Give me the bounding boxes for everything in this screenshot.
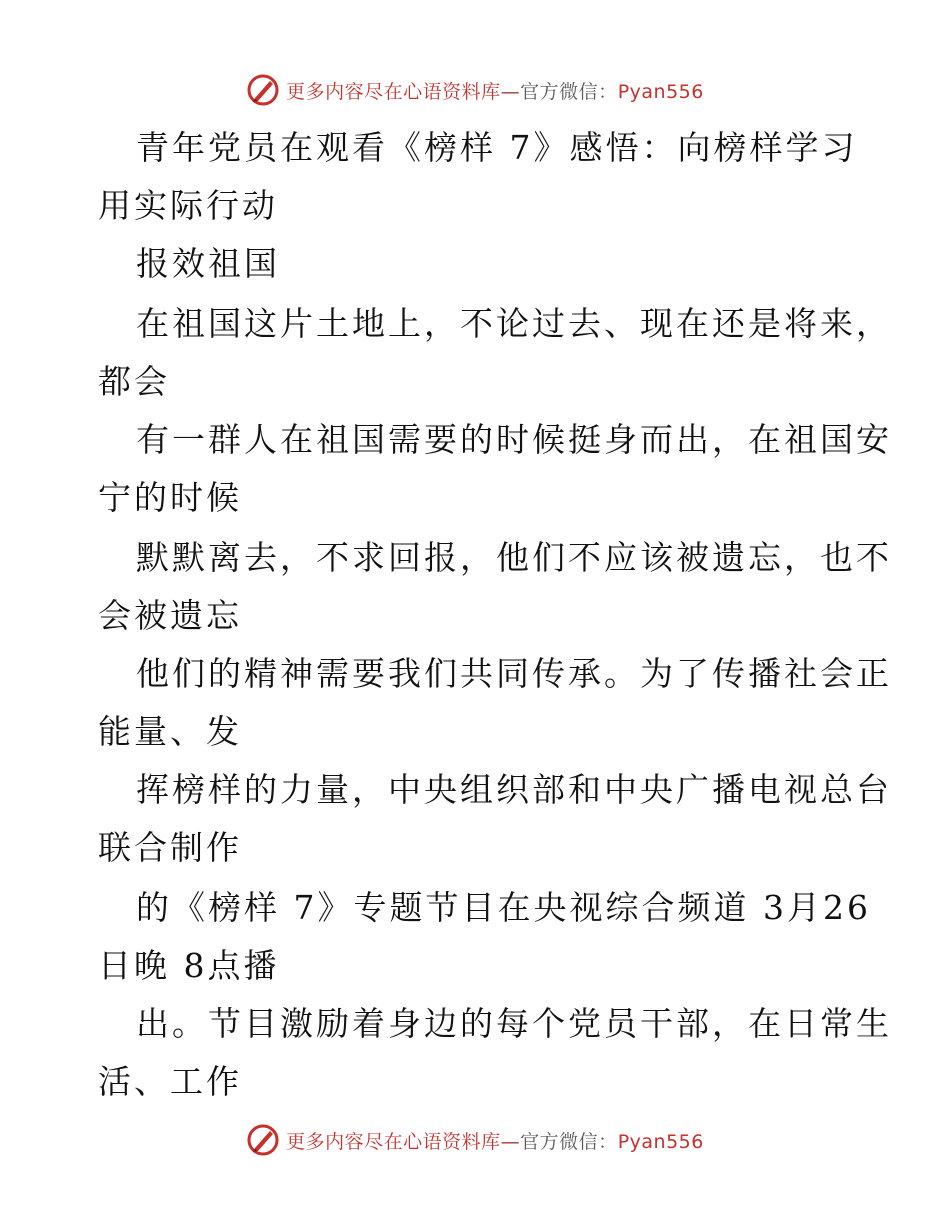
doc-line-15: 日晚 8点播 <box>98 946 280 985</box>
header-banner-text <box>286 77 704 104</box>
doc-line-12: 挥榜样的力量，中央组织部和中央广播电视总台 <box>136 770 892 809</box>
banner-separator: — <box>500 1130 521 1153</box>
banner-handle: Pyan556 <box>617 80 704 103</box>
doc-line-16: 出。节目激励着身边的每个党员干部，在日常生 <box>136 1004 892 1043</box>
footer-banner-text <box>286 1127 704 1154</box>
doc-line-14: 的《榜样 7》专题节目在央视综合频道 3月26 <box>136 888 871 927</box>
doc-line-3: 报效祖国 <box>136 244 280 283</box>
doc-line-5: 都会 <box>98 362 170 401</box>
doc-line-4: 在祖国这片土地上，不论过去、现在还是将来， <box>136 304 892 343</box>
doc-line-6: 有一群人在祖国需要的时候挺身而出，在祖国安 <box>136 420 892 459</box>
doc-line-9: 会被遗忘 <box>98 596 242 635</box>
doc-line-8: 默默离去，不求回报，他们不应该被遗忘，也不 <box>136 538 892 577</box>
pen-logo-icon <box>246 73 280 107</box>
banner-site-name: 更多内容尽在心语资料库 <box>286 1130 501 1153</box>
doc-line-11: 能量、发 <box>98 712 242 751</box>
banner-handle: Pyan556 <box>617 1130 704 1153</box>
pen-logo-icon <box>246 1123 280 1157</box>
footer-banner <box>0 1120 950 1160</box>
doc-line-1: 青年党员在观看《榜样 7》感悟：向榜样学习 <box>136 128 858 167</box>
banner-site-name: 更多内容尽在心语资料库 <box>286 80 501 103</box>
banner-label: 官方微信： <box>520 80 618 103</box>
doc-line-10: 他们的精神需要我们共同传承。为了传播社会正 <box>136 654 892 693</box>
doc-line-13: 联合制作 <box>98 828 242 867</box>
header-banner <box>0 70 950 110</box>
banner-label: 官方微信： <box>520 1130 618 1153</box>
doc-line-2: 用实际行动 <box>98 186 278 225</box>
banner-separator: — <box>500 80 521 103</box>
doc-line-7: 宁的时候 <box>98 478 242 517</box>
doc-line-17: 活、工作 <box>98 1062 242 1101</box>
